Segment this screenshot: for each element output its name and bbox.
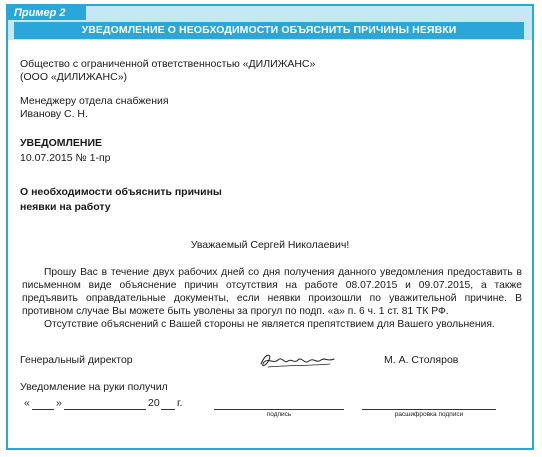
recipient-position: Менеджеру отдела снабжения [20, 95, 169, 107]
decoding-blank [362, 409, 496, 410]
company-short-name: (ООО «ДИЛИЖАНС») [20, 71, 128, 83]
document-title: УВЕДОМЛЕНИЕ О НЕОБХОДИМОСТИ ОБЪЯСНИТЬ ПРИЧИНЫ НЕЯВКИ [14, 22, 524, 39]
notice-date-number: 10.07.2015 № 1-пр [20, 152, 111, 164]
year-prefix: 20 [148, 397, 160, 409]
notice-heading: УВЕДОМЛЕНИЕ [20, 137, 103, 149]
year-suffix: г. [177, 397, 183, 409]
caption-signature: подпись [266, 411, 292, 418]
signatory-position: Генеральный директор [20, 354, 133, 366]
example-badge: Пример 2 [8, 6, 86, 20]
receipt-quote-close: » [56, 397, 62, 409]
example-frame [6, 4, 534, 450]
year-blank [161, 409, 175, 410]
greeting: Уважаемый Сергей Николаевич! [190, 239, 350, 251]
subject-line-2: неявки на работу [20, 201, 111, 213]
recipient-name: Иванову С. Н. [20, 108, 88, 120]
receipt-quote-open: « [24, 397, 30, 409]
day-blank [32, 409, 54, 410]
body-paragraph-1: Прошу Вас в течение двух рабочих дней со дня получения данного уведомления предоставить в письменном виде объяснение причин отсутствия на работе 08.07.2015 и 09.07.2015, а также предъявить оправдательные документы, если неявки произошли по уважительной причине. В противном случае Вы можете быть уволены за прогул по подп. «а» п. 6 ч. 1 ст. 81 ТК РФ. [22, 267, 522, 317]
signatory-name: М. А. Столяров [384, 354, 459, 366]
body-paragraph-2: Отсутствие объяснений с Вашей стороны не является препятствием для Вашего увольнения. [44, 319, 495, 330]
caption-decoding: расшифровка подписи [394, 411, 464, 418]
subject-line-1: О необходимости объяснить причины [20, 186, 222, 198]
receipt-label: Уведомление на руки получил [20, 381, 168, 393]
handwritten-signature [258, 350, 338, 372]
month-blank [64, 409, 146, 410]
signature-blank [214, 409, 344, 410]
company-full-name: Общество с ограниченной ответственностью «ДИЛИЖАНС» [20, 58, 316, 70]
